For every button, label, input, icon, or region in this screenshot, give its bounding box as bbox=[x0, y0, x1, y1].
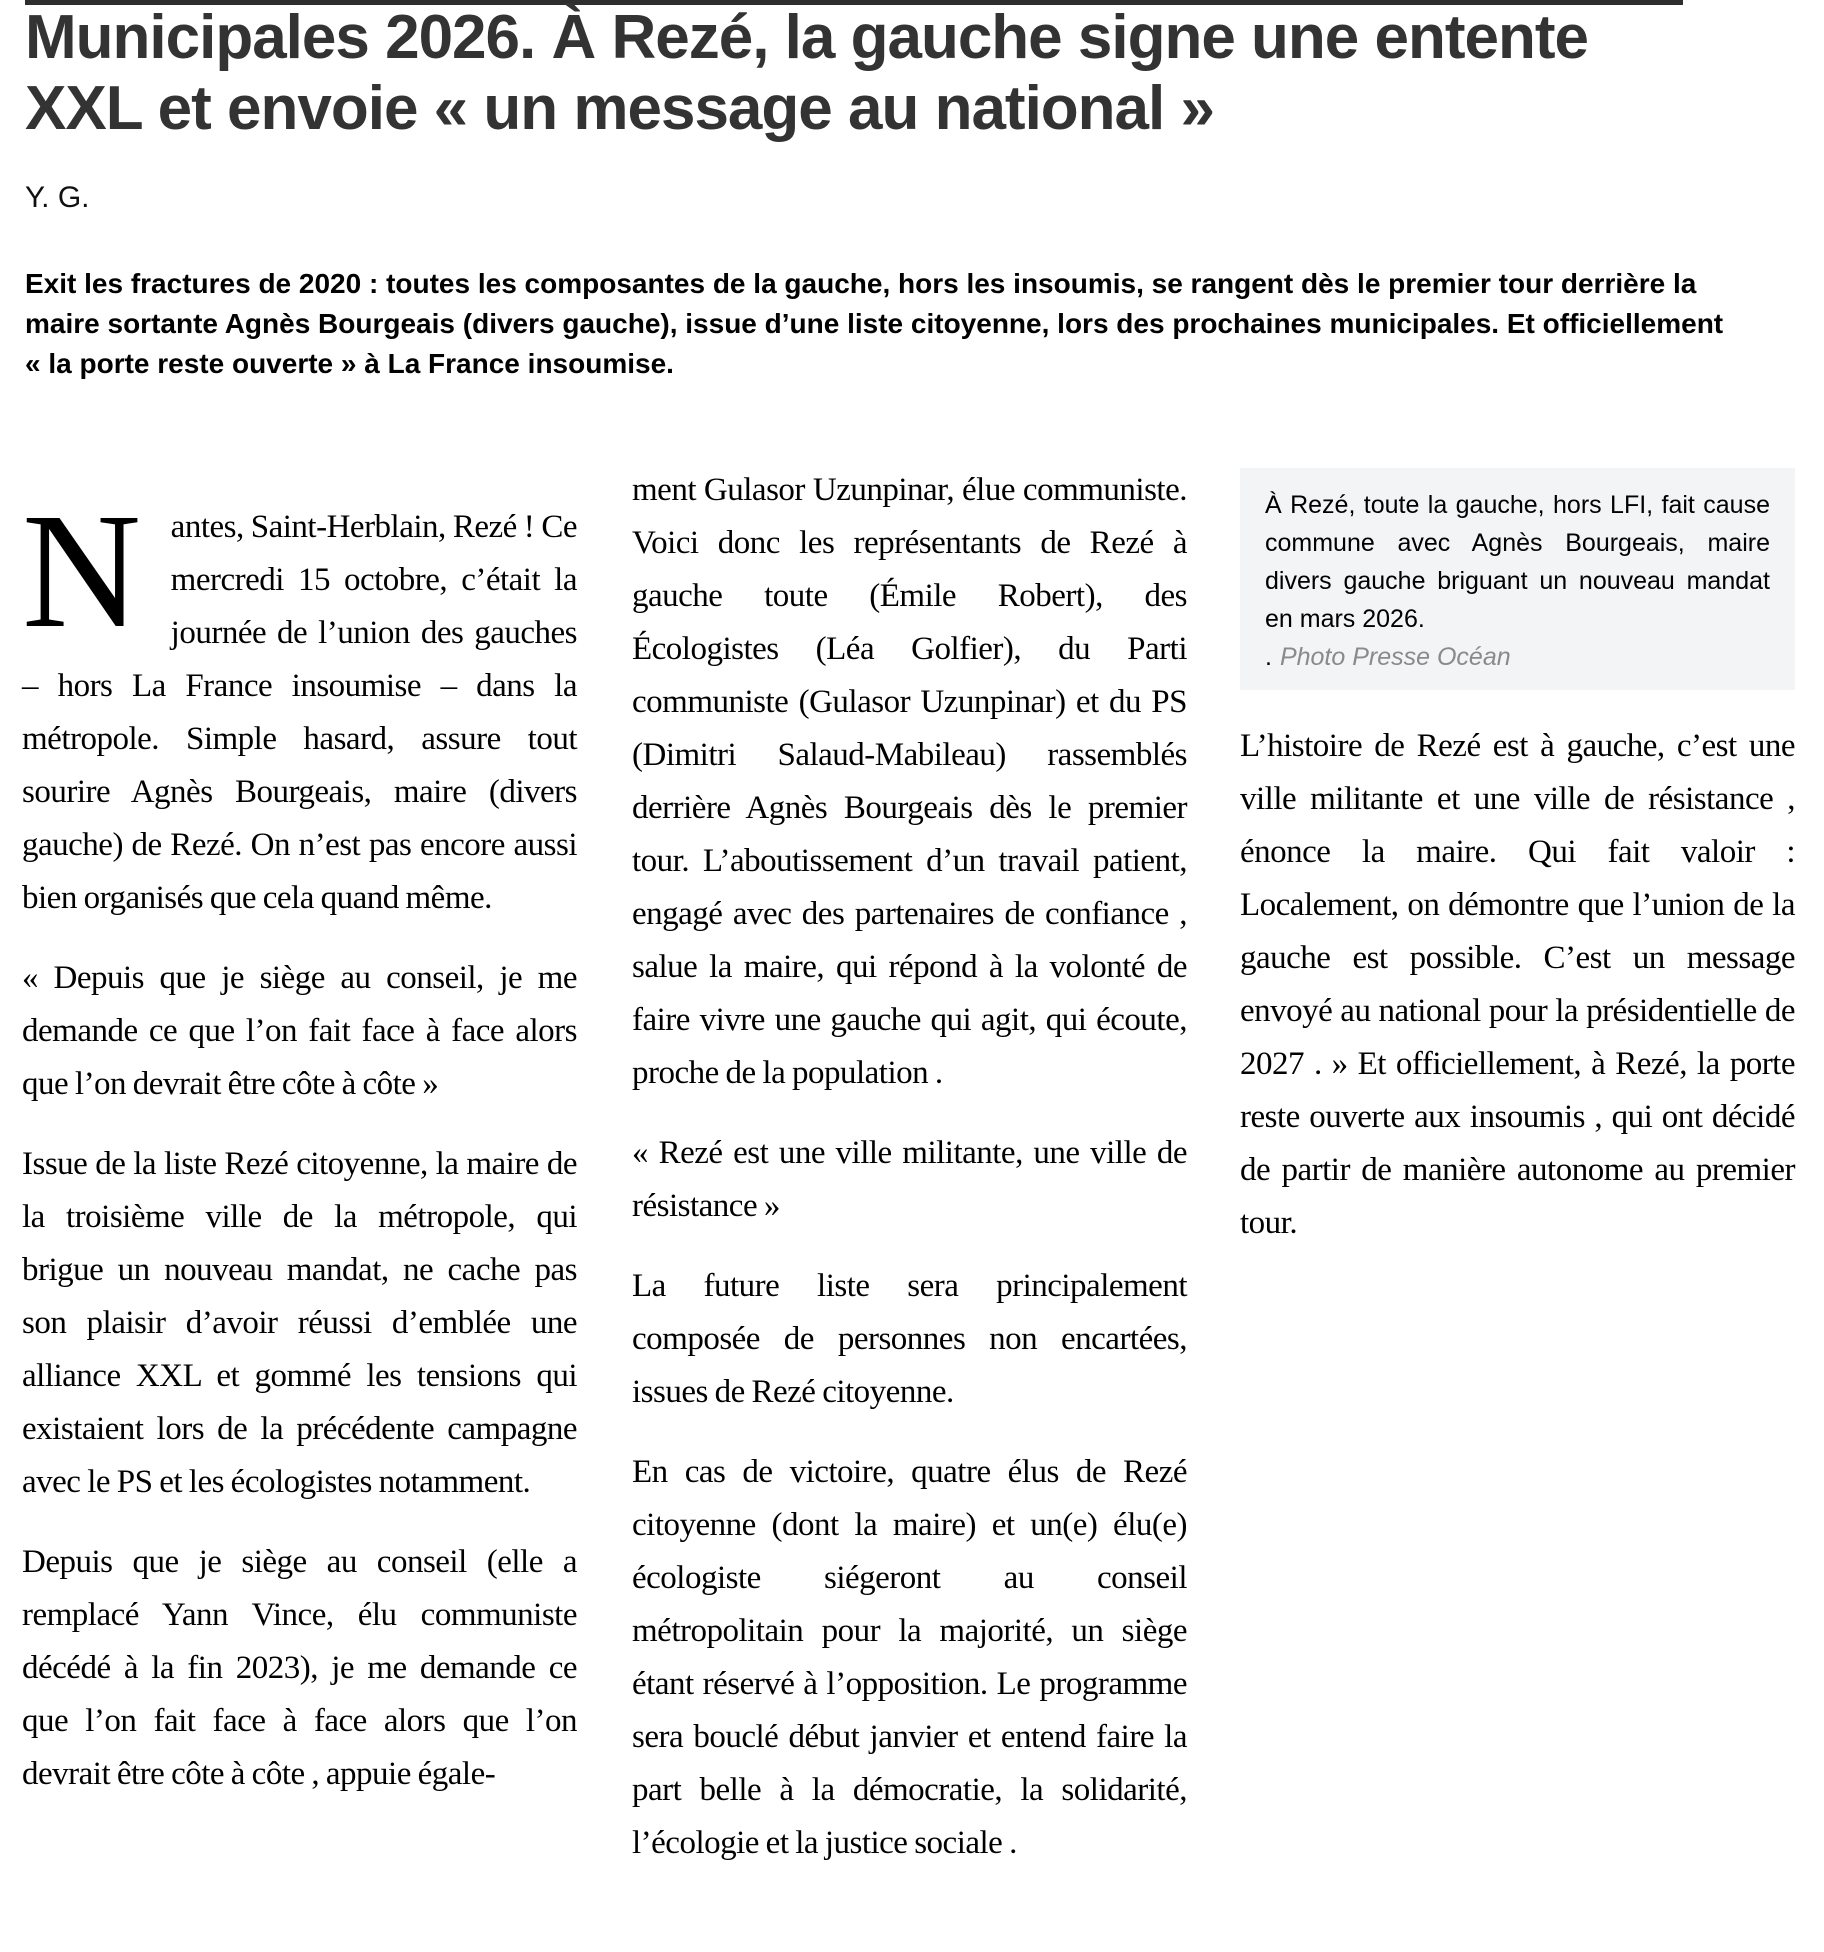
article-column-2 bbox=[632, 464, 1187, 1870]
photo-credit: Photo Presse Océan bbox=[1279, 643, 1511, 671]
body-paragraph: En cas de victoire, quatre élus de Rezé citoyenne (dont la maire) et un(e) élu(e) écologiste siégeront au conseil métropolitain pour la majorité, un siège étant réservé à l’opposition. Le programme sera bouclé début janvier et entend faire la part belle à la démocratie, la solidarité, l’écologie et la justice sociale . bbox=[632, 1454, 1187, 1861]
body-paragraph: La future liste sera principalement composée de personnes non encartées, issues de Rezé citoyenne. bbox=[632, 1268, 1187, 1410]
lead-paragraph: Exit les fractures de 2020 : toutes les composantes de la gauche, hors les insoumis, se rangent dès le premier tour derrière la maire sortante Agnès Bourgeais (divers gauche), issue d’une liste citoyenne, lors des prochaines municipales. Et officiellement « la porte reste ouverte » à La France insoumise. bbox=[25, 268, 1724, 379]
quote-paragraph: « Rezé est une ville militante, une ville de résistance » bbox=[632, 1135, 1187, 1224]
body-paragraph: Depuis que je siège au conseil (elle a remplacé Yann Vince, élu communiste décédé à la fin 2023), je me demande ce que l’on fait face à face alors que l’on devrait être côte à côte , appuie égale- bbox=[22, 1544, 577, 1792]
page-title-line-1: Municipales 2026. À Rezé, la gauche signe une entente bbox=[25, 3, 1588, 72]
photo-credit-line bbox=[1265, 638, 1770, 676]
body-paragraph bbox=[22, 479, 577, 925]
credit-dot: . bbox=[1265, 643, 1272, 671]
quote-paragraph: « Depuis que je siège au conseil, je me demande ce que l’on fait face à face alors que l’on devrait être côte à côte » bbox=[22, 960, 577, 1102]
article-column-3 bbox=[1240, 464, 1795, 1250]
article-column-1 bbox=[22, 464, 577, 1801]
photo-caption-text: À Rezé, toute la gauche, hors LFI, fait cause commune avec Agnès Bourgeais, maire divers gauche briguant un nouveau mandat en mars 2026. bbox=[1265, 491, 1770, 633]
body-paragraph: Issue de la liste Rezé citoyenne, la maire de la troisième ville de la métropole, qui brigue un nouveau mandat, ne cache pas son plaisir d’avoir réussi d’emblée une alliance XXL et gommé les tensions qui existaient lors de la précédente campagne avec le PS et les écologistes notamment. bbox=[22, 1146, 577, 1500]
photo-caption-box bbox=[1240, 468, 1795, 690]
body-paragraph: ment Gulasor Uzunpinar, élue communiste. Voici donc les représentants de Rezé à gauche toute (Émile Robert), des Écologistes (Léa Golfier), du Parti communiste (Gulasor Uzunpinar) et du PS (Dimitri Salaud-Mabileau) rassemblés derrière Agnès Bourgeais dès le premier tour. L’aboutissement d’un travail patient, engagé avec des partenaires de confiance , salue la maire, qui répond à la volonté de faire vivre une gauche qui agit, qui écoute, proche de la population . bbox=[632, 472, 1187, 1091]
drop-cap: N bbox=[22, 479, 141, 662]
paragraph-text: antes, Saint-Herblain, Rezé ! Ce mercredi 15 octobre, c’était la journée de l’union des gauches – hors La France insoumise – dans la métropole. Simple hasard, assure tout sourire Agnès Bourgeais, maire (divers gauche) de Rezé. On n’est pas encore aussi bien organisés que cela quand même. bbox=[22, 509, 577, 916]
page-title bbox=[25, 2, 1785, 144]
body-paragraph: L’histoire de Rezé est à gauche, c’est une ville militante et une ville de résistance , énonce la maire. Qui fait valoir : Localement, on démontre que l’union de la gauche est possible. C’est un message envoyé au national pour la présidentielle de 2027 . » Et officiellement, à Rezé, la porte reste ouverte aux insoumis , qui ont décidé de partir de manière autonome au premier tour. bbox=[1240, 728, 1795, 1241]
byline: Y. G. bbox=[25, 181, 90, 214]
page-title-line-2: XXL et envoie « un message au national » bbox=[25, 74, 1214, 143]
